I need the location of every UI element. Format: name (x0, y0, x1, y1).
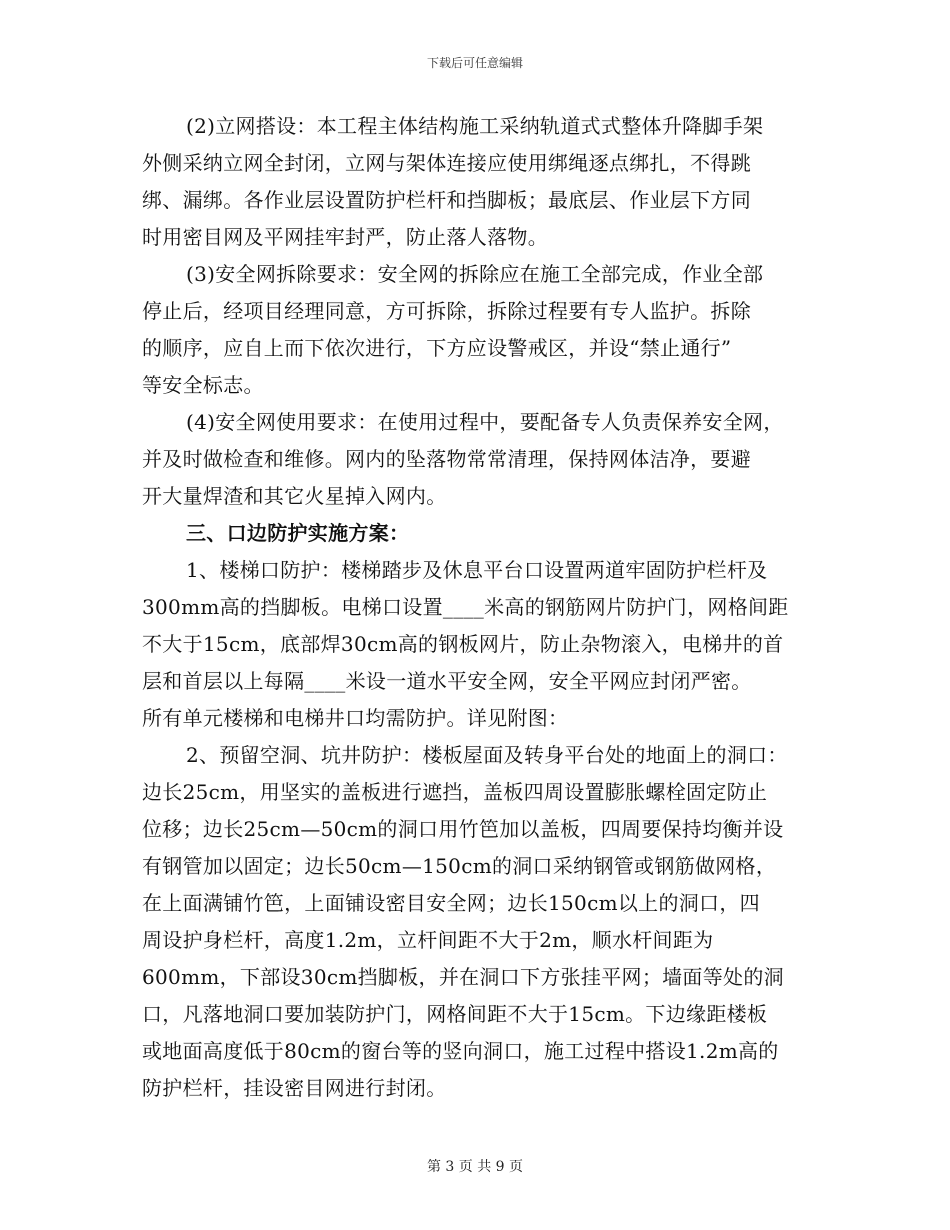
text-line: (4)安全网使用要求：在使用过程中，要配备专人负责保养安全网， (186, 410, 784, 434)
text-line: 开大量焊渣和其它火星掉入网内。 (142, 484, 447, 508)
text-line: 边长25cm，用坚实的盖板进行遮挡，盖板四周设置膨胀螺栓固定防止 (142, 780, 768, 804)
paragraph-3 (142, 256, 822, 404)
text-line: (3)安全网拆除要求：安全网的拆除应在施工全部完成，作业全部 (186, 262, 764, 286)
text-line: 300mm高的挡脚板。电梯口设置____米高的钢筋网片防护门，网格间距 (142, 595, 789, 619)
text-line: 周设护身栏杆，高度1.2m，立杆间距不大于2m，顺水杆间距为 (142, 928, 714, 952)
text-line: 外侧采纳立网全封闭，立网与架体连接应使用绑绳逐点绑扎，不得跳 (142, 151, 751, 175)
section-1 (142, 552, 822, 737)
text-line: 所有单元楼梯和电梯井口均需防护。详见附图： (142, 706, 569, 730)
text-line: 停止后，经项目经理同意，方可拆除，拆除过程要有专人监护。拆除 (142, 299, 751, 323)
paragraph-4 (142, 404, 822, 515)
text-line: 时用密目网及平网挂牢封严，防止落人落物。 (142, 225, 548, 249)
text-line: 或地面高度低于80cm的窗台等的竖向洞口，施工过程中搭设1.2m高的 (142, 1039, 779, 1063)
text-line: 的顺序，应自上而下依次进行，下方应设警戒区，并设“禁止通行” (142, 336, 732, 360)
page-header: 下载后可任意编辑 (426, 56, 523, 70)
text-line: 口，凡落地洞口要加装防护门，网格间距不大于15cm。下边缘距楼板 (142, 1002, 768, 1026)
paragraph-2 (142, 108, 822, 256)
text-line: 2、预留空洞、坑井防护：楼板屋面及转身平台处的地面上的洞口： (186, 743, 788, 767)
section-heading: 三、口边防护实施方案： (186, 521, 410, 545)
page-footer: 第 3 页 共 9 页 (426, 1159, 524, 1175)
text-line: 绑、漏绑。各作业层设置防护栏杆和挡脚板；最底层、作业层下方同 (142, 188, 751, 212)
text-line: 防护栏杆，挂设密目网进行封闭。 (142, 1076, 447, 1100)
text-line: 600mm，下部设30cm挡脚板，并在洞口下方张挂平网；墙面等处的洞 (142, 965, 784, 989)
section-2 (142, 737, 822, 1107)
text-line: 1、楼梯口防护：楼梯踏步及休息平台口设置两道牢固防护栏杆及 (186, 558, 768, 582)
text-line: 并及时做检查和维修。网内的坠落物常常清理，保持网体洁净，要避 (142, 447, 751, 471)
text-line: 在上面满铺竹笆，上面铺设密目安全网；边长150cm以上的洞口，四 (142, 891, 760, 915)
text-line: 有钢管加以固定；边长50cm—150cm的洞口采纳钢管或钢筋做网格， (142, 854, 777, 878)
page-body (142, 108, 822, 1107)
text-line: 位移；边长25cm—50cm的洞口用竹笆加以盖板，四周要保持均衡并设 (142, 817, 784, 841)
text-line: 不大于15cm，底部焊30cm高的钢板网片，防止杂物滚入，电梯井的首 (142, 632, 784, 656)
text-line: 层和首层以上每隔____米设一道水平安全网，安全平网应封闭严密。 (142, 669, 752, 693)
text-line: 等安全标志。 (142, 373, 264, 397)
text-line: (2)立网搭设：本工程主体结构施工采纳轨道式式整体升降脚手架 (186, 114, 764, 138)
